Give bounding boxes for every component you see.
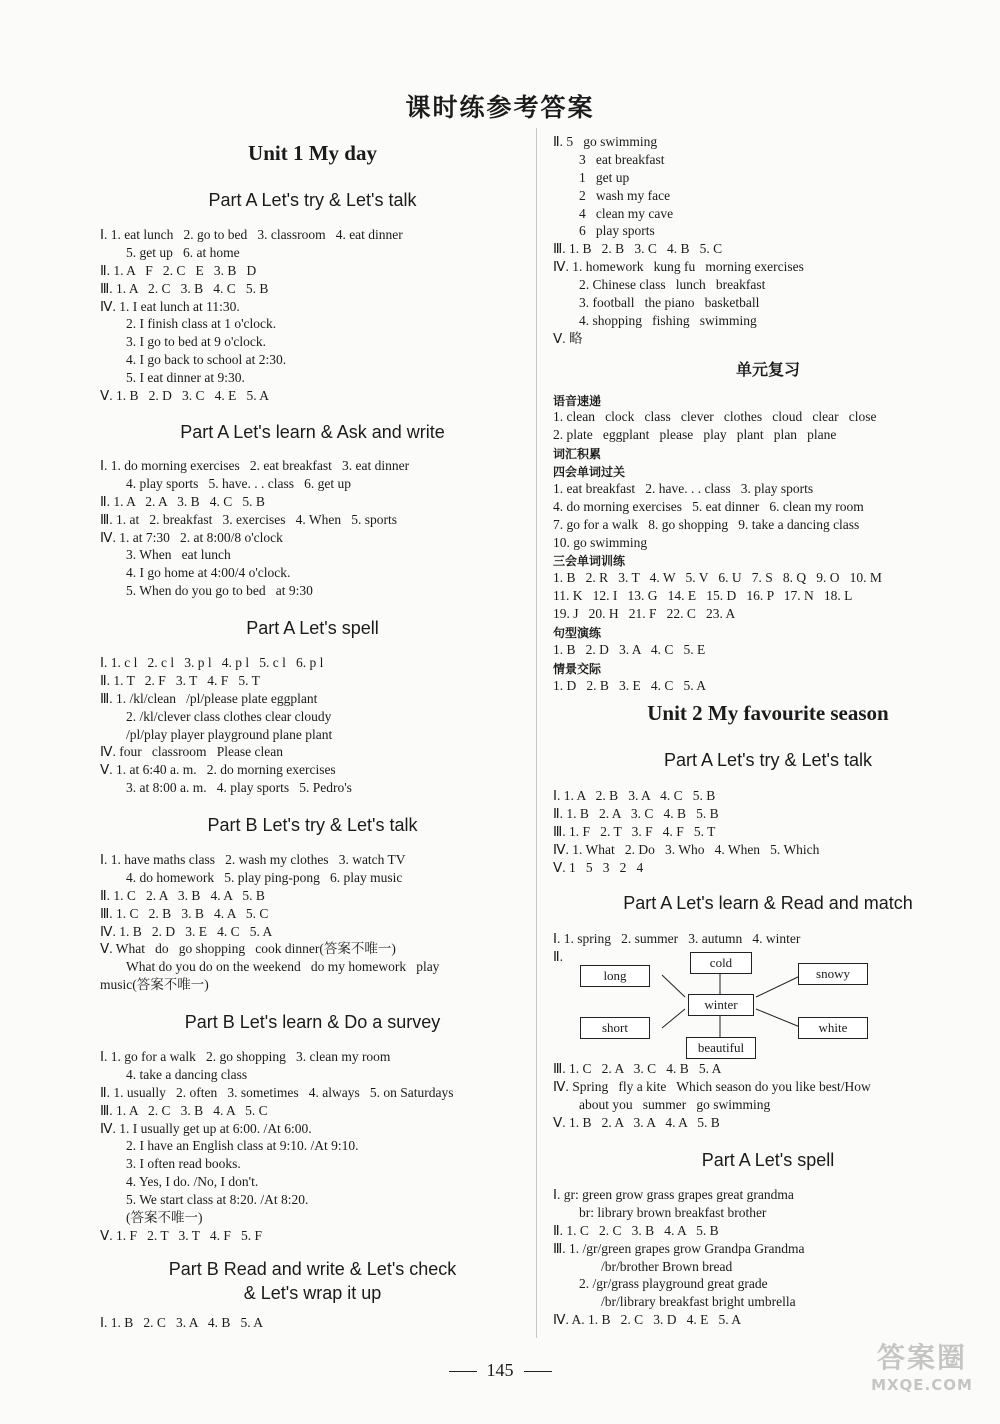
answer-line: Ⅱ. 5 go swimming	[553, 134, 658, 149]
answer-line: 4. Yes, I do. /No, I don't.	[126, 1174, 259, 1190]
answer-line: 3. I go to bed at 9 o'clock.	[126, 334, 267, 350]
answer-line: Ⅲ. 1. A 2. C 3. B 4. C 5. B	[100, 280, 269, 296]
answer-line: 1. eat breakfast 2. have. . . class 3. play sports	[553, 481, 814, 496]
section-heading: Part A Let's learn & Ask and write	[180, 422, 445, 442]
answer-line: Ⅰ. 1. spring 2. summer 3. autumn 4. winter	[553, 931, 801, 946]
answer-line: 2. /kl/clever class clothes clear cloudy	[126, 708, 332, 724]
answer-line: about you summer go swimming	[579, 1096, 771, 1112]
answer-line: 2. I finish class at 1 o'clock.	[126, 316, 277, 332]
subheading-phonics: 语音速递	[553, 394, 602, 408]
answer-line: 4. do morning exercises 5. eat dinner 6. clean my room	[553, 498, 864, 514]
answer-line: 1. B 2. R 3. T 4. W 5. V 6. U 7. S 8. Q 9. O 10. M	[553, 570, 882, 585]
answer-line: Ⅱ. 1. usually 2. often 3. sometimes 4. always 5. on Saturdays	[100, 1084, 454, 1100]
answer-block	[100, 654, 525, 797]
word-map	[578, 947, 898, 1062]
answer-block	[553, 1060, 983, 1132]
answer-line: /pl/play player playground plane plant	[126, 726, 333, 742]
page-title: 课时练参考答案	[405, 93, 595, 122]
answer-line: 4. I go home at 4:00/4 o'clock.	[126, 565, 291, 581]
answer-line: 5. We start class at 8:20. /At 8:20.	[126, 1192, 309, 1208]
answer-block	[553, 569, 983, 623]
answer-line: Ⅰ. 1. do morning exercises 2. eat breakfast 3. eat dinner	[100, 458, 410, 473]
section-heading-cont: & Let's wrap it up	[243, 1283, 382, 1303]
answer-block	[100, 1314, 525, 1332]
answer-line: Ⅳ. Spring fly a kite Which season do you like best/How	[553, 1078, 871, 1094]
answer-block	[553, 1186, 983, 1329]
answer-line: 3. When eat lunch	[126, 547, 231, 563]
answer-line: 3. football the piano basketball	[579, 295, 760, 311]
answer-line: 4. take a dancing class	[126, 1066, 248, 1082]
answer-line: 4. play sports 5. have. . . class 6. get up	[126, 475, 351, 491]
answer-line: (答案不唯一)	[126, 1210, 203, 1226]
answer-line: 1. B 2. D 3. A 4. C 5. E	[553, 642, 706, 657]
answer-line: Ⅱ. 1. T 2. F 3. T 4. F 5. T	[100, 672, 260, 688]
subheading-sentence-practice: 句型演练	[553, 626, 602, 640]
answer-line: 5. When do you go to bed at 9:30	[126, 583, 313, 599]
unit2-heading: Unit 2 My favourite season	[647, 701, 889, 725]
answer-line: Ⅴ. What do go shopping cook dinner(答案不唯一)	[100, 941, 396, 957]
answer-line: br: library brown breakfast brother	[579, 1204, 767, 1220]
answer-line: Ⅰ. 1. A 2. B 3. A 4. C 5. B	[553, 788, 716, 803]
watermark-logo	[862, 1336, 982, 1406]
answer-line: 2. I have an English class at 9:10. /At 9:10.	[126, 1138, 359, 1154]
answer-line: Ⅰ. 1. c l 2. c l 3. p l 4. p l 5. c l 6. p l	[100, 655, 324, 670]
answer-line: What do you do on the weekend do my homework play	[126, 959, 440, 975]
answer-line: Ⅲ. 1. A 2. C 3. B 4. A 5. C	[100, 1102, 268, 1118]
answer-line: /br/library breakfast bright umbrella	[601, 1294, 796, 1310]
answer-line: Ⅳ. 1. at 7:30 2. at 8:00/8 o'clock	[100, 529, 283, 545]
answer-line: 1. clean clock class clever clothes cloud clear close	[553, 409, 877, 424]
answer-line: Ⅰ. 1. eat lunch 2. go to bed 3. classroom 4. eat dinner	[100, 227, 403, 242]
word-box-short: short	[580, 1017, 650, 1039]
answer-line: Ⅲ. 1. F 2. T 3. F 4. F 5. T	[553, 823, 716, 839]
section-heading: Part B Let's learn & Do a survey	[184, 1012, 441, 1032]
answer-line: 4 clean my cave	[579, 205, 674, 221]
answer-block	[100, 1048, 525, 1245]
answer-block	[553, 787, 983, 876]
word-box-beautiful: beautiful	[686, 1037, 756, 1059]
answer-line: 2. plate eggplant please play plant plan plane	[553, 426, 837, 442]
section-heading: Part A Let's spell	[246, 618, 379, 638]
section-heading: Part A Let's try & Let's talk	[664, 750, 872, 770]
answer-block	[553, 677, 983, 695]
answer-line: Ⅴ. 略	[553, 330, 583, 346]
unit1-heading: Unit 1 My day	[248, 141, 377, 165]
answer-line: Ⅱ. 1. C 2. A 3. B 4. A 5. B	[100, 887, 265, 903]
section-heading: Part A Let's try & Let's talk	[208, 190, 417, 210]
answer-line: 4. do homework 5. play ping-pong 6. play music	[126, 869, 403, 885]
answer-line: Ⅱ. 1. C 2. C 3. B 4. A 5. B	[553, 1222, 719, 1238]
answer-line: 11. K 12. I 13. G 14. E 15. D 16. P 17. N 18. L	[553, 587, 853, 603]
answer-line: Ⅴ. 1. at 6:40 a. m. 2. do morning exercises	[100, 762, 336, 778]
answer-block	[100, 851, 525, 994]
answer-line: 2. /gr/grass playground great grade	[579, 1276, 768, 1292]
answer-line: Ⅳ. 1. I usually get up at 6:00. /At 6:00.	[100, 1120, 312, 1136]
answer-line: 3. I often read books.	[126, 1156, 241, 1172]
answer-line: Ⅲ. 1. C 2. B 3. B 4. A 5. C	[100, 905, 269, 921]
answer-line: Ⅱ. 1. B 2. A 3. C 4. B 5. B	[553, 805, 719, 821]
answer-line: 10. go swimming	[553, 534, 648, 550]
answer-line: Ⅰ. 1. B 2. C 3. A 4. B 5. A	[100, 1315, 264, 1330]
answer-line: Ⅲ. 1. C 2. A 3. C 4. B 5. A	[553, 1061, 722, 1076]
watermark-line1: 答案圈	[876, 1341, 967, 1374]
answer-line: 6 play sports	[579, 223, 655, 239]
answer-line: Ⅰ. 1. have maths class 2. wash my clothes 3. watch TV	[100, 852, 406, 867]
page-number-dash-right	[524, 1371, 552, 1372]
answer-line: 2 wash my face	[579, 187, 671, 203]
answer-line: 4. shopping fishing swimming	[579, 312, 757, 328]
answer-line: Ⅲ. 1. /gr/green grapes grow Grandpa Grandma	[553, 1240, 805, 1256]
answer-line: 19. J 20. H 21. F 22. C 23. A	[553, 605, 736, 621]
word-box-white: white	[798, 1017, 868, 1039]
answer-line: 5. get up 6. at home	[126, 244, 240, 260]
section-heading: Part A Let's spell	[701, 1150, 835, 1170]
page-number	[0, 1360, 1000, 1381]
answer-line: 7. go for a walk 8. go shopping 9. take a dancing class	[553, 516, 860, 532]
answer-block	[553, 408, 983, 444]
subheading-four-skill-words: 四会单词过关	[553, 465, 626, 479]
section-heading: Part B Let's try & Let's talk	[207, 815, 418, 835]
answer-line: 5. I eat dinner at 9:30.	[126, 370, 245, 386]
answer-line: Ⅲ. 1. /kl/clean /pl/please plate eggplant	[100, 690, 318, 706]
answer-line: Ⅴ. 1. B 2. D 3. C 4. E 5. A	[100, 388, 269, 404]
answer-line: Ⅲ. 1. B 2. B 3. C 4. B 5. C	[553, 241, 723, 257]
answer-line: Ⅴ. 1 5 3 2 4	[553, 859, 644, 875]
answer-line: Ⅰ. 1. go for a walk 2. go shopping 3. clean my room	[100, 1049, 391, 1064]
answer-line: 1 get up	[579, 169, 630, 185]
answer-line: 1. D 2. B 3. E 4. C 5. A	[553, 678, 707, 693]
watermark-line2: MXQE.COM	[871, 1376, 973, 1394]
answer-line: 2. Chinese class lunch breakfast	[579, 277, 766, 293]
subheading-communication: 情景交际	[553, 662, 602, 676]
answer-line: Ⅳ. 1. B 2. D 3. E 4. C 5. A	[100, 923, 273, 939]
answer-line: 4. I go back to school at 2:30.	[126, 352, 287, 368]
answer-block	[553, 480, 983, 552]
review-heading: 单元复习	[735, 360, 800, 379]
word-box-cold: cold	[690, 952, 752, 974]
answer-line: Ⅴ. 1. F 2. T 3. T 4. F 5. F	[100, 1227, 263, 1243]
answer-block	[100, 457, 525, 600]
word-box-snowy: snowy	[798, 963, 868, 985]
word-box-winter: winter	[688, 994, 754, 1016]
answer-line: Ⅱ. 1. A 2. A 3. B 4. C 5. B	[100, 493, 265, 509]
column-divider	[536, 128, 537, 1338]
answer-block	[553, 641, 983, 659]
answer-line: Ⅱ. 1. A F 2. C E 3. B D	[100, 262, 257, 278]
subheading-vocabulary: 词汇积累	[553, 447, 602, 461]
answer-line: Ⅳ. four classroom Please clean	[100, 744, 284, 760]
answer-line: Ⅳ. 1. What 2. Do 3. Who 4. When 5. Which	[553, 841, 820, 857]
answer-line: Ⅴ. 1. B 2. A 3. A 4. A 5. B	[553, 1114, 720, 1130]
answer-line: /br/brother Brown bread	[601, 1258, 733, 1274]
section-heading: Part B Read and write & Let's check	[168, 1259, 457, 1279]
answer-line: Ⅳ. 1. I eat lunch at 11:30.	[100, 298, 240, 314]
answer-line: Ⅲ. 1. at 2. breakfast 3. exercises 4. When 5. sports	[100, 511, 397, 527]
answer-line: Ⅳ. A. 1. B 2. C 3. D 4. E 5. A	[553, 1312, 741, 1328]
page-number-value: 145	[486, 1360, 514, 1380]
answer-block	[553, 133, 983, 348]
section-heading: Part A Let's learn & Read and match	[623, 893, 913, 913]
answer-line: Ⅳ. 1. homework kung fu morning exercises	[553, 259, 804, 275]
subheading-three-skill-words: 三会单词训练	[553, 554, 626, 568]
answer-block	[100, 226, 525, 405]
answer-line: Ⅰ. gr: green grow grass grapes great grandma	[553, 1187, 794, 1202]
answer-line: music(答案不唯一)	[100, 977, 209, 993]
answer-line: 3. at 8:00 a. m. 4. play sports 5. Pedro's	[126, 780, 352, 796]
answer-line: Ⅱ.	[553, 948, 564, 964]
answer-line: 3 eat breakfast	[579, 151, 665, 167]
page-number-dash-left	[449, 1371, 477, 1372]
word-box-long: long	[580, 965, 650, 987]
